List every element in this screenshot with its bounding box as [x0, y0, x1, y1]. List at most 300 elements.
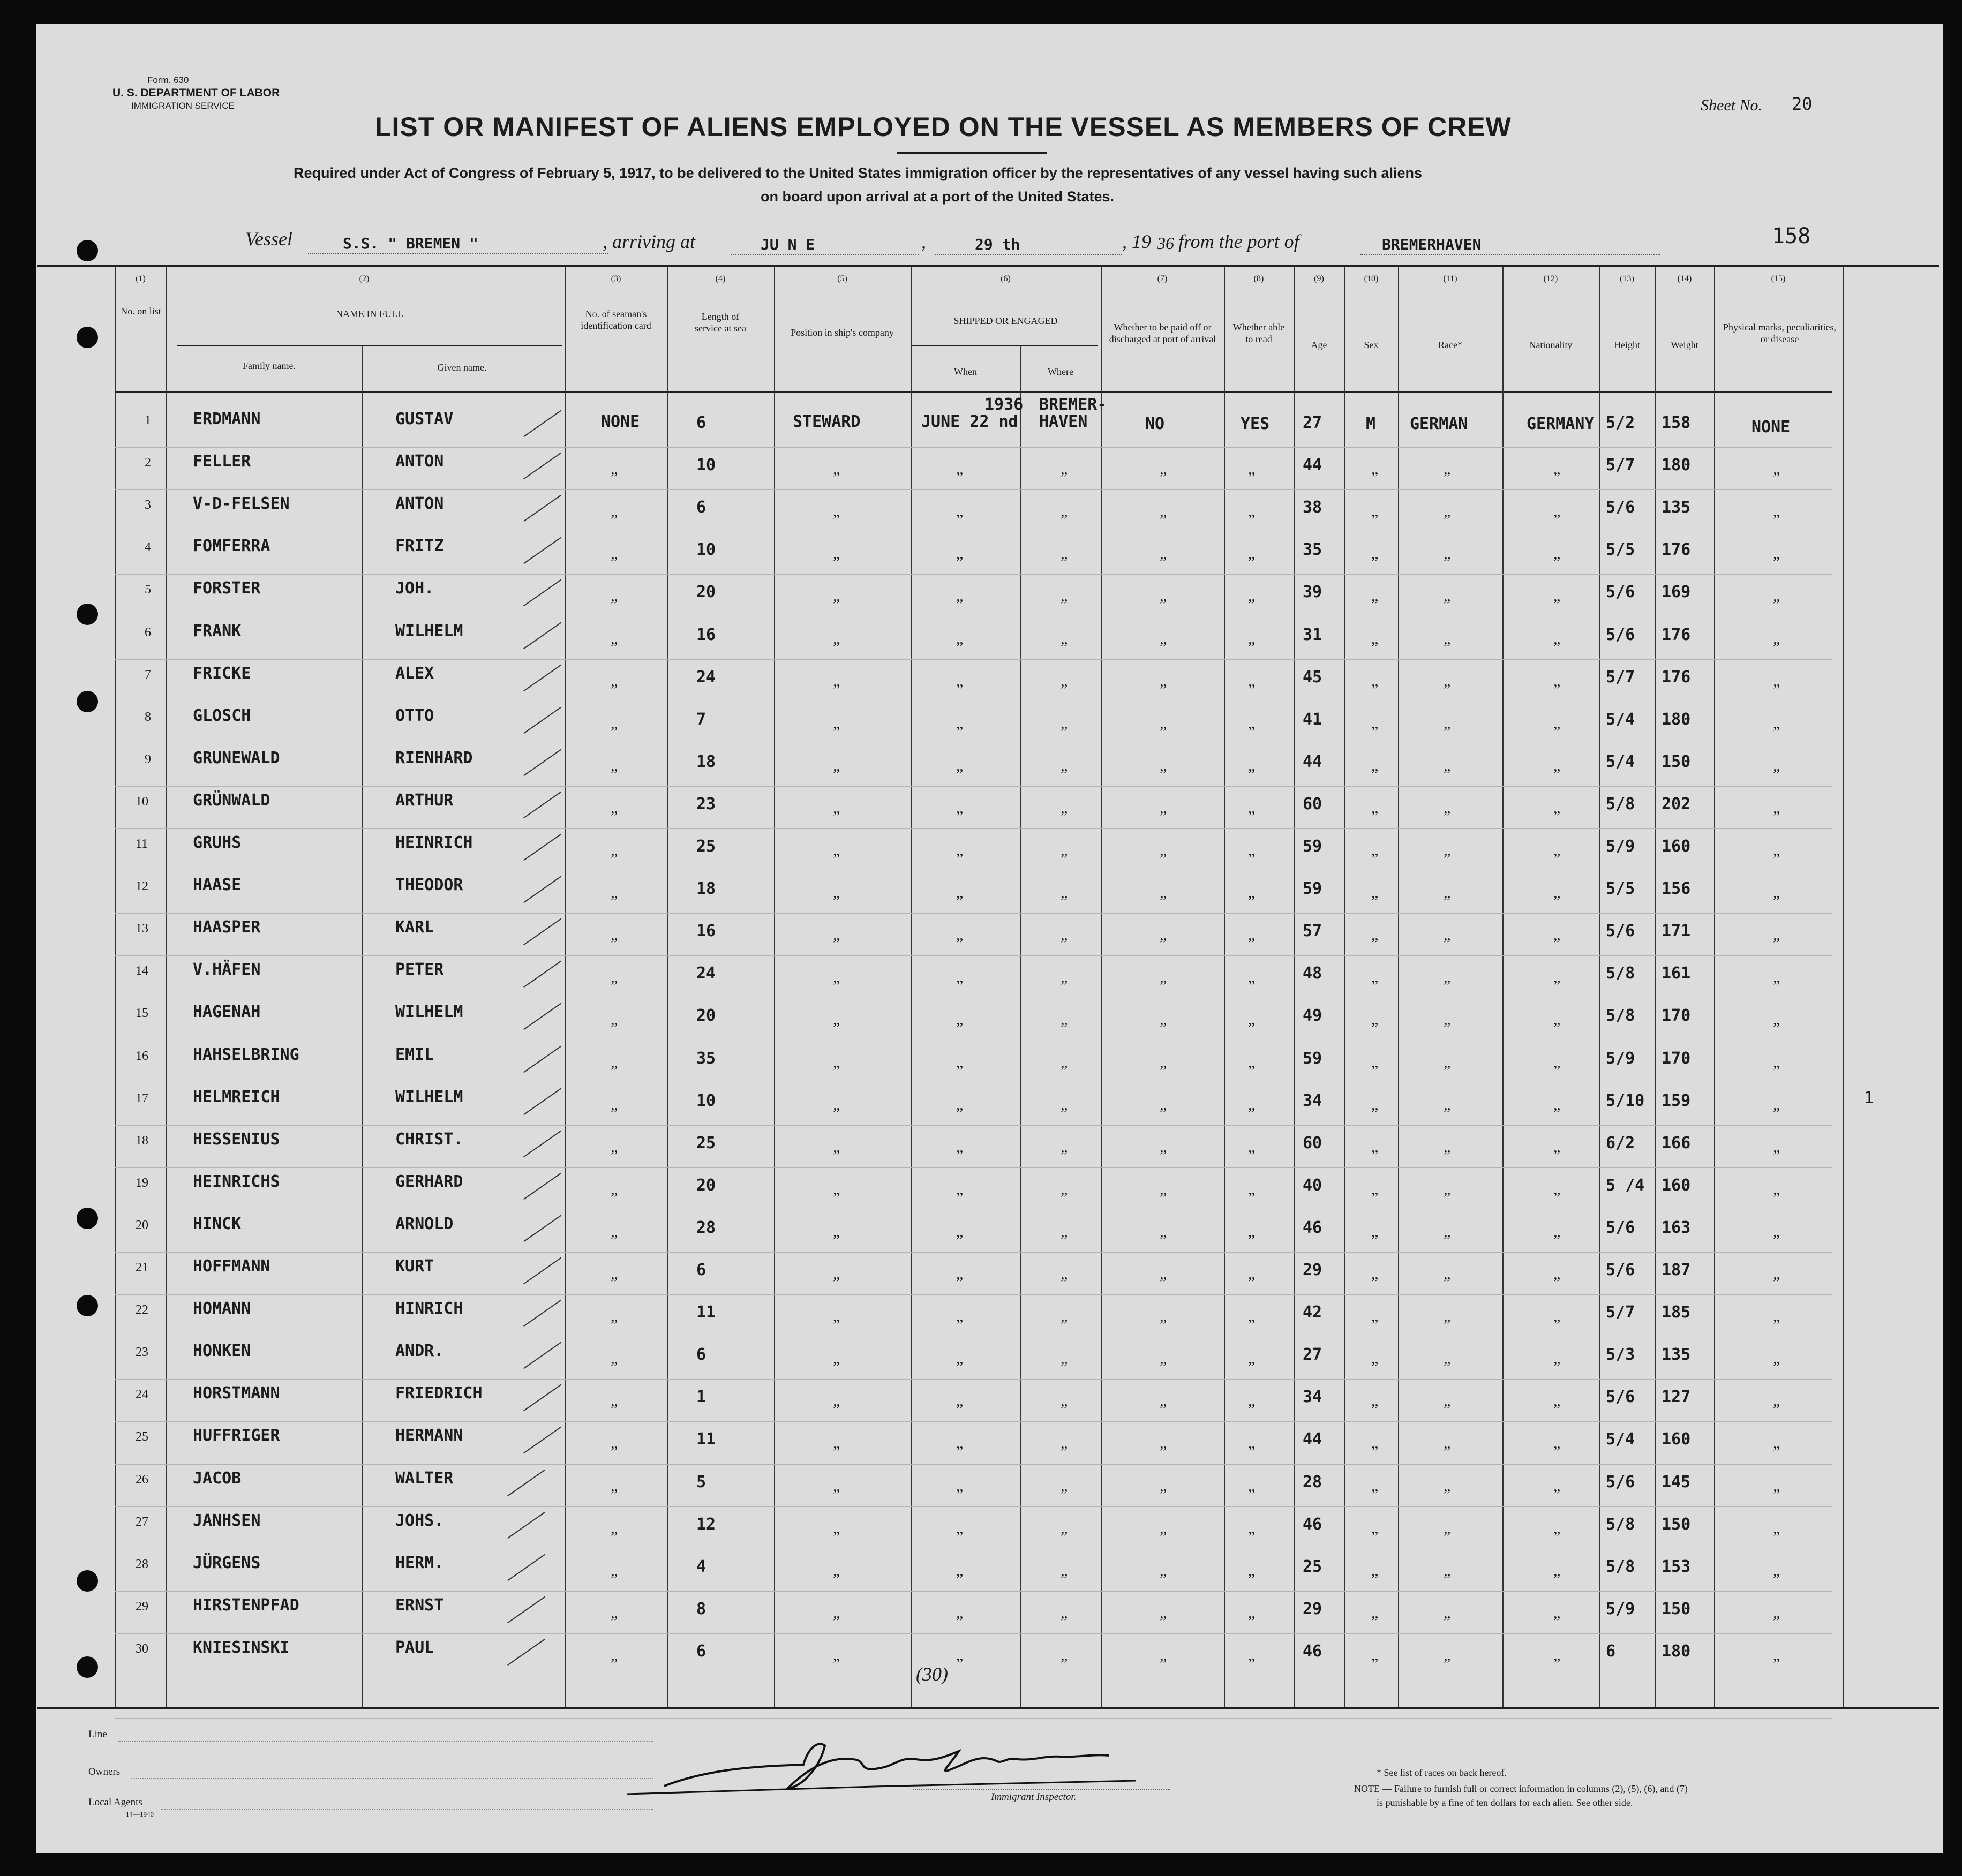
ditto-mark: „	[1553, 1011, 1561, 1029]
given-name: GERHARD	[395, 1172, 463, 1191]
column-divider	[166, 267, 167, 1707]
ditto-mark: „	[1444, 798, 1451, 817]
ditto-mark: „	[956, 1392, 964, 1410]
given-name: THEODOR	[395, 876, 463, 895]
age: 46	[1303, 1218, 1322, 1237]
ditto-mark: „	[956, 1222, 964, 1240]
ditto-mark: „	[1061, 1392, 1068, 1410]
header-where: Where	[1048, 366, 1073, 377]
family-name: FOMFERRA	[193, 537, 270, 556]
ditto-mark: „	[611, 714, 618, 732]
ditto-mark: „	[1773, 1646, 1780, 1664]
given-name: JOHS.	[395, 1511, 444, 1530]
family-name: HESSENIUS	[193, 1129, 280, 1149]
first-row-where-1: BREMER-	[1039, 395, 1107, 414]
given-name: ERNST	[395, 1595, 444, 1615]
ditto-mark: „	[833, 545, 840, 563]
ditto-mark: „	[1061, 798, 1068, 817]
weight: 145	[1662, 1472, 1691, 1491]
row-number: 22	[136, 1303, 148, 1317]
first-row-physical: NONE	[1751, 418, 1791, 436]
ditto-mark: „	[833, 460, 840, 478]
sheet-label: Sheet No.	[1701, 96, 1762, 114]
age: 41	[1303, 710, 1322, 729]
ditto-mark: „	[1553, 1265, 1561, 1283]
vessel-name: S.S. " BREMEN "	[343, 235, 478, 252]
ditto-mark: „	[1773, 629, 1780, 647]
ditto-mark: „	[833, 1095, 840, 1113]
given-name: OTTO	[395, 706, 434, 725]
weight: 160	[1662, 1176, 1691, 1195]
punch-hole	[77, 604, 98, 625]
page-number: 158	[1772, 224, 1811, 248]
subtitle-line-1: Required under Act of Congress of February 5, 1917, to be delivered to the United States immigration officer by the representatives of any vessel having such aliens	[294, 165, 1423, 181]
ditto-mark: „	[1773, 545, 1780, 563]
ditto-mark: „	[611, 968, 618, 986]
ditto-mark: „	[1371, 629, 1379, 647]
first-row-year: 1936	[984, 395, 1024, 414]
ditto-mark: „	[1248, 1053, 1256, 1071]
header-weight: Weight	[1671, 340, 1698, 350]
height: 5/6	[1606, 625, 1635, 644]
row-number: 13	[136, 922, 148, 936]
row-number: 3	[145, 498, 151, 513]
ditto-mark: „	[1248, 545, 1256, 563]
length-of-service: 5	[696, 1472, 706, 1491]
ditto-mark: „	[1248, 714, 1256, 732]
col-num: (9)	[1314, 274, 1324, 283]
ditto-mark: „	[1773, 1603, 1780, 1622]
ditto-mark: „	[956, 714, 964, 732]
departure-port: BREMERHAVEN	[1382, 236, 1482, 253]
length-of-service: 11	[696, 1430, 716, 1449]
family-name: HINCK	[193, 1214, 242, 1233]
ditto-mark: „	[1061, 1265, 1068, 1283]
family-name: FRICKE	[193, 664, 251, 683]
family-name: HORSTMANN	[193, 1384, 280, 1403]
ditto-mark: „	[1160, 1265, 1167, 1283]
ditto-mark: „	[956, 1603, 964, 1622]
height: 5/9	[1606, 1049, 1635, 1068]
age: 44	[1303, 1430, 1322, 1449]
ditto-mark: „	[1553, 672, 1561, 690]
ditto-mark: „	[1553, 926, 1561, 944]
ditto-mark: „	[1773, 714, 1780, 732]
ditto-mark: „	[956, 1350, 964, 1368]
height: 5/5	[1606, 879, 1635, 899]
ditto-mark: „	[1061, 714, 1068, 732]
given-name: EMIL	[395, 1045, 434, 1064]
row-number: 1	[145, 413, 151, 427]
weight: 163	[1662, 1218, 1691, 1237]
ditto-mark: „	[1371, 1095, 1379, 1113]
first-row-position: STEWARD	[793, 412, 861, 431]
family-name: HAHSELBRING	[193, 1045, 299, 1064]
ditto-mark: „	[1371, 1137, 1379, 1156]
family-name: V.HÄFEN	[193, 960, 261, 980]
row-number: 15	[136, 1006, 148, 1021]
length-of-service: 28	[696, 1218, 716, 1237]
ditto-mark: „	[1160, 968, 1167, 986]
weight: 187	[1662, 1261, 1691, 1279]
given-name: ANTON	[395, 494, 444, 514]
given-name: PETER	[395, 960, 444, 980]
ditto-mark: „	[833, 1265, 840, 1283]
ditto-mark: „	[1371, 1307, 1379, 1325]
column-divider	[1224, 267, 1225, 1707]
ditto-mark: „	[1444, 841, 1451, 859]
ditto-mark: „	[1773, 968, 1780, 986]
arrival-month: JU N E	[761, 236, 815, 253]
ditto-mark: „	[1248, 1307, 1256, 1325]
ditto-mark: „	[1553, 629, 1561, 647]
height: 5/7	[1606, 667, 1635, 687]
row-line	[115, 1125, 1832, 1126]
given-name: ARTHUR	[395, 790, 454, 810]
given-name: FRIEDRICH	[395, 1384, 483, 1403]
ditto-mark: „	[1248, 1265, 1256, 1283]
family-name: JACOB	[193, 1468, 242, 1488]
punch-hole	[77, 1295, 98, 1316]
ditto-mark: „	[1553, 1350, 1561, 1368]
age: 29	[1303, 1599, 1322, 1618]
ditto-mark: „	[1248, 629, 1256, 647]
form-code: 14—1940	[126, 1810, 154, 1818]
ditto-mark: „	[1061, 1011, 1068, 1029]
column-divider	[115, 267, 116, 1707]
ditto-mark: „	[1773, 502, 1780, 521]
ditto-mark: „	[956, 1646, 964, 1664]
weight: 160	[1662, 1430, 1691, 1449]
port-label: from the port of	[1178, 231, 1299, 252]
ditto-mark: „	[1371, 460, 1379, 478]
ditto-mark: „	[833, 1307, 840, 1325]
given-name: HERM.	[395, 1553, 444, 1572]
length-of-service: 1	[696, 1388, 706, 1407]
ditto-mark: „	[833, 756, 840, 774]
ditto-mark: „	[1553, 968, 1561, 986]
row-number: 2	[145, 456, 151, 470]
column-divider	[1294, 267, 1295, 1707]
first-row-id-card: NONE	[601, 412, 640, 431]
column-divider	[1599, 267, 1600, 1707]
age: 28	[1303, 1472, 1322, 1491]
ditto-mark: „	[611, 460, 618, 478]
ditto-mark: „	[1773, 1434, 1780, 1452]
department: U. S. DEPARTMENT OF LABOR	[112, 87, 280, 99]
ditto-mark: „	[1248, 460, 1256, 478]
col-num: (13)	[1620, 274, 1634, 283]
weight: 153	[1662, 1557, 1691, 1576]
ditto-mark: „	[611, 841, 618, 859]
owners-label: Owners	[88, 1766, 121, 1777]
row-line	[115, 1379, 1832, 1380]
ditto-mark: „	[833, 1350, 840, 1368]
weight: 159	[1662, 1091, 1691, 1110]
col-num: (3)	[611, 274, 621, 283]
ditto-mark: „	[833, 629, 840, 647]
given-name: RIENHARD	[395, 748, 473, 767]
row-number: 10	[136, 794, 148, 809]
age: 46	[1303, 1641, 1322, 1661]
family-name: KNIESINSKI	[193, 1638, 290, 1657]
ditto-mark: „	[833, 672, 840, 690]
ditto-mark: „	[833, 884, 840, 902]
ditto-mark: „	[1371, 1011, 1379, 1029]
header-no-on-list: No. on list	[121, 306, 161, 317]
weight: 176	[1662, 667, 1691, 687]
ditto-mark: „	[1371, 1053, 1379, 1071]
height: 5/8	[1606, 1515, 1635, 1534]
age: 44	[1303, 752, 1322, 771]
ditto-mark: „	[611, 672, 618, 690]
col-num: (12)	[1543, 274, 1558, 283]
ditto-mark: „	[1773, 798, 1780, 817]
ditto-mark: „	[1248, 1561, 1256, 1579]
age: 57	[1303, 922, 1322, 941]
ditto-mark: „	[1248, 502, 1256, 521]
weight: 202	[1662, 794, 1691, 813]
ditto-mark: „	[1371, 1561, 1379, 1579]
given-name: FRITZ	[395, 537, 444, 556]
ditto-mark: „	[1160, 1603, 1167, 1622]
column-divider	[911, 267, 912, 1707]
inspector-signature	[627, 1735, 1189, 1810]
weight: 171	[1662, 922, 1691, 941]
ditto-mark: „	[1248, 756, 1256, 774]
ditto-mark: „	[1444, 1265, 1451, 1283]
ditto-mark: „	[1160, 502, 1167, 521]
ditto-mark: „	[1553, 1137, 1561, 1156]
ditto-mark: „	[1553, 1095, 1561, 1113]
ditto-mark: „	[611, 1519, 618, 1537]
height: 5/3	[1606, 1345, 1635, 1365]
col-num: (1)	[136, 274, 146, 283]
given-name: WILHELM	[395, 1003, 463, 1022]
height: 5/4	[1606, 1430, 1635, 1449]
ditto-mark: „	[956, 1434, 964, 1452]
ditto-mark: „	[1061, 629, 1068, 647]
height: 5/6	[1606, 583, 1635, 602]
column-divider	[362, 345, 363, 1707]
family-name: HAGENAH	[193, 1003, 261, 1022]
age: 60	[1303, 1133, 1322, 1152]
row-number: 6	[145, 625, 151, 639]
ditto-mark: „	[1160, 1137, 1167, 1156]
ditto-mark: „	[833, 587, 840, 605]
weight: 161	[1662, 964, 1691, 983]
row-line	[115, 1464, 1832, 1465]
col-num: (6)	[1001, 274, 1011, 283]
ditto-mark: „	[1371, 1180, 1379, 1198]
family-name: HOMANN	[193, 1299, 251, 1319]
length-of-service: 4	[696, 1557, 706, 1576]
family-name: HAASPER	[193, 918, 261, 937]
ditto-mark: „	[833, 1646, 840, 1664]
age: 46	[1303, 1515, 1322, 1534]
length-of-service: 7	[696, 710, 706, 729]
length-of-service: 10	[696, 456, 716, 475]
weight: 180	[1662, 456, 1691, 475]
ditto-mark: „	[1061, 884, 1068, 902]
ditto-mark: „	[611, 1265, 618, 1283]
ditto-mark: „	[1444, 1222, 1451, 1240]
ditto-mark: „	[1444, 1180, 1451, 1198]
ditto-mark: „	[611, 1561, 618, 1579]
row-number: 24	[136, 1388, 148, 1402]
family-name: JÜRGENS	[193, 1553, 261, 1572]
comma: ,	[921, 231, 926, 252]
ditto-mark: „	[611, 1476, 618, 1495]
family-name: GRÜNWALD	[193, 790, 270, 810]
weight: 158	[1662, 413, 1691, 432]
punch-hole	[77, 240, 98, 261]
given-name: WILHELM	[395, 1087, 463, 1106]
ditto-mark: „	[611, 1603, 618, 1622]
col-num: (8)	[1253, 274, 1264, 283]
age: 27	[1303, 1345, 1322, 1365]
height: 5/7	[1606, 1303, 1635, 1322]
ditto-mark: „	[1773, 1561, 1780, 1579]
ditto-mark: „	[611, 629, 618, 647]
header-able-to-read: Whether able to read	[1232, 322, 1285, 344]
column-divider	[774, 267, 775, 1707]
ditto-mark: „	[1061, 926, 1068, 944]
ditto-mark: „	[1773, 1011, 1780, 1029]
length-of-service: 6	[696, 1641, 706, 1661]
ditto-mark: „	[1061, 1476, 1068, 1495]
ditto-mark: „	[956, 629, 964, 647]
length-of-service: 25	[696, 1133, 716, 1152]
ditto-mark: „	[1553, 460, 1561, 478]
ditto-mark: „	[1553, 714, 1561, 732]
year-suffix: 36	[1157, 233, 1174, 253]
age: 39	[1303, 583, 1322, 602]
length-of-service: 35	[696, 1049, 716, 1068]
ditto-mark: „	[956, 1180, 964, 1198]
ditto-mark: „	[611, 1053, 618, 1071]
column-divider	[1020, 345, 1021, 1707]
age: 59	[1303, 1049, 1322, 1068]
row-line	[115, 1167, 1832, 1168]
ditto-mark: „	[1248, 1476, 1256, 1495]
age: 34	[1303, 1091, 1322, 1110]
age: 35	[1303, 540, 1322, 560]
ditto-mark: „	[611, 545, 618, 563]
column-divider	[1502, 267, 1504, 1707]
given-name: KARL	[395, 918, 434, 937]
ditto-mark: „	[1553, 1561, 1561, 1579]
given-name: HEINRICH	[395, 833, 473, 852]
ditto-mark: „	[1371, 1476, 1379, 1495]
ditto-mark: „	[1773, 1265, 1780, 1283]
ditto-mark: „	[833, 1519, 840, 1537]
ditto-mark: „	[833, 714, 840, 732]
header-paid-off: Whether to be paid off or discharged at port of arrival	[1109, 322, 1216, 344]
row-number: 26	[136, 1472, 148, 1487]
weight: 135	[1662, 498, 1691, 517]
ditto-mark: „	[956, 1307, 964, 1325]
form-number: Form. 630	[147, 75, 189, 85]
ditto-mark: „	[1061, 502, 1068, 521]
ditto-mark: „	[1061, 1350, 1068, 1368]
ditto-mark: „	[1160, 714, 1167, 732]
length-of-service: 10	[696, 1091, 716, 1110]
ditto-mark: „	[1160, 672, 1167, 690]
arrival-day: 29 th	[975, 236, 1020, 253]
height: 5/6	[1606, 1472, 1635, 1491]
length-of-service: 8	[696, 1599, 706, 1618]
punch-hole	[77, 691, 98, 712]
col-num: (7)	[1157, 274, 1168, 283]
ditto-mark: „	[611, 1350, 618, 1368]
length-of-service: 6	[696, 1261, 706, 1279]
ditto-mark: „	[1371, 1222, 1379, 1240]
punch-hole	[77, 327, 98, 348]
ditto-mark: „	[1160, 1476, 1167, 1495]
ditto-mark: „	[1160, 1350, 1167, 1368]
given-name: WALTER	[395, 1468, 454, 1488]
ditto-mark: „	[1773, 1519, 1780, 1537]
penalty-note-2: is punishable by a fine of ten dollars for each alien. See other side.	[1377, 1797, 1633, 1808]
first-row-sex: M	[1366, 415, 1376, 433]
ditto-mark: „	[1371, 926, 1379, 944]
header-id-card: No. of seaman's identification card	[581, 308, 651, 331]
length-of-service: 16	[696, 922, 716, 941]
ditto-mark: „	[1553, 1519, 1561, 1537]
row-number: 29	[136, 1599, 148, 1614]
ditto-mark: „	[1248, 1095, 1256, 1113]
ditto-mark: „	[1061, 545, 1068, 563]
height: 6	[1606, 1641, 1616, 1661]
ditto-mark: „	[1160, 1519, 1167, 1537]
length-of-service: 12	[696, 1515, 716, 1534]
first-row-when: JUNE 22 nd	[921, 412, 1018, 431]
ditto-mark: „	[1444, 1137, 1451, 1156]
ditto-mark: „	[1773, 1137, 1780, 1156]
local-agents-label: Local Agents	[88, 1797, 142, 1808]
age: 60	[1303, 794, 1322, 813]
ditto-mark: „	[1371, 1519, 1379, 1537]
age: 40	[1303, 1176, 1322, 1195]
weight: 156	[1662, 879, 1691, 899]
ditto-mark: „	[1444, 1476, 1451, 1495]
ditto-mark: „	[1773, 1222, 1780, 1240]
row-line	[115, 574, 1832, 575]
ditto-mark: „	[833, 1561, 840, 1579]
length-of-service: 20	[696, 1006, 716, 1026]
ditto-mark: „	[956, 884, 964, 902]
length-of-service: 10	[696, 540, 716, 560]
ditto-mark: „	[1061, 587, 1068, 605]
family-name: HIRSTENPFAD	[193, 1595, 299, 1615]
ditto-mark: „	[1160, 460, 1167, 478]
ditto-mark: „	[1371, 714, 1379, 732]
ditto-mark: „	[956, 1561, 964, 1579]
ditto-mark: „	[1553, 841, 1561, 859]
ditto-mark: „	[833, 502, 840, 521]
family-name: FELLER	[193, 452, 251, 471]
ditto-mark: „	[1444, 1095, 1451, 1113]
ditto-mark: „	[1773, 460, 1780, 478]
row-number: 11	[136, 837, 148, 851]
col-num: (10)	[1364, 274, 1379, 283]
col-num: (5)	[837, 274, 847, 283]
ditto-mark: „	[1248, 1646, 1256, 1664]
ditto-mark: „	[1371, 1265, 1379, 1283]
ditto-mark: „	[833, 1222, 840, 1240]
age: 29	[1303, 1261, 1322, 1279]
